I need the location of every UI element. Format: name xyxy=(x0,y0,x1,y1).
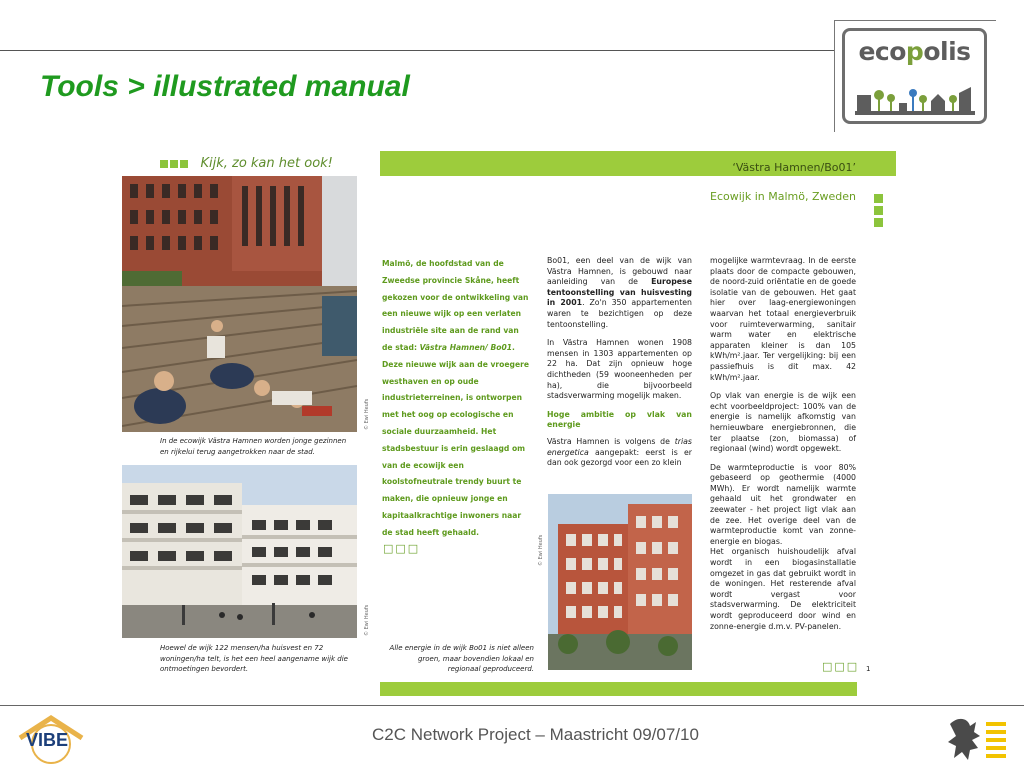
kicker xyxy=(160,155,333,173)
slide-title: Tools > illustrated manual xyxy=(40,70,410,103)
photo-credit-2: © Ewi Heufs xyxy=(364,604,370,636)
square-bullet-icon xyxy=(160,160,168,168)
paragraph: Västra Hamnen is volgens de trias energetica aangepakt: eerst is er dan ook gezorgd voor een zo klein xyxy=(547,436,692,468)
paragraph: Bo01, een deel van de wijk van Västra Hamnen, is gebouwd naar aanleiding van de Europese tentoonstelling van huisvesting in 2001. Zo'n 350 appartementen waren te bezichtigen op deze tentoonstelling. xyxy=(547,256,693,329)
paragraph: In Västra Hamnen wonen 1908 mensen in 1303 appartementen op 22 ha. Dat zijn opnieuw hoge dichtheden (59 wooneenheden per ha), die bijvoorbeeld stadsverwarming mogelijk maken. xyxy=(547,338,692,401)
vibe-logo xyxy=(16,714,86,764)
apartments-photo xyxy=(122,465,357,638)
bottom-rule xyxy=(0,705,1024,706)
photo-credit-1: © Ewi Heufs xyxy=(364,398,370,430)
ecopolis-logo xyxy=(842,28,987,124)
vibe-logo-text: VIBE xyxy=(26,730,69,750)
project-title: ‘Västra Hamnen/Bo01’ xyxy=(732,161,856,174)
city-skyline-icon xyxy=(855,81,975,117)
flemish-lion-icon xyxy=(944,714,1010,766)
top-rule xyxy=(0,50,835,51)
kicker-text: Kijk, zo kan het ook! xyxy=(200,156,333,172)
column-3 xyxy=(710,256,856,640)
column-2 xyxy=(547,256,692,477)
paragraph: Het organisch huishoudelijk afval wordt in een biogasinstallatie omgezet in gas dat gebruikt wordt in de woningen. Het resterende afval wordt vergast voor stadsverwarming. De elektriciteit wordt geproduceerd door wind en zonne-energie d.m.v. PV-panelen. xyxy=(710,547,856,631)
square-bullet-icon xyxy=(180,160,188,168)
square-bullet-icon xyxy=(170,160,178,168)
waterfront-photo xyxy=(122,176,357,432)
ecopolis-wordmark: ecopolis xyxy=(858,37,971,66)
paragraph: Op vlak van energie is de wijk een echt voorbeeldproject: 100% van de energie is namelijk afkomstig van hernieuwbare energiebronnen, die ter plaatse (zon, biomassa) of regionaal (wind) wordt opgewekt. xyxy=(710,391,856,454)
caption-apartments: Hoewel de wijk 122 mensen/ha huisvest en 72 woningen/ha telt, is het een heel aangename wijk die ontmoetingen bevordert. xyxy=(160,644,348,673)
caption-waterfront: In de ecowijk Västra Hamnen worden jonge gezinnen en rijkelui terug aangetrokken naar de stad. xyxy=(160,437,347,456)
photo-credit-3: © Ewi Heufs xyxy=(538,534,544,566)
page-number: 1 xyxy=(866,665,871,673)
lead-squares: □□□ xyxy=(383,542,421,555)
lead-paragraph: Malmö, de hoofdstad van de Zweedse provincie Skåne, heeft gekozen voor de ontwikkeling van een nieuwe wijk op een verlaten industriële site aan de rand van de stad: Västra Hamnen/ Bo01. Deze nieuwe wijk aan de vroegere westhaven en op oude industrieterreinen, is ontworpen met het oog op ecologische en sociale duurzaamheid. Het stadsbestuur is erin geslaagd om van de ecowijk een koolstofneutrale trendy buurt te maken, die opnieuw jonge en kapitaalkrachtige inwoners naar de stad heeft gehaald. xyxy=(382,259,530,537)
tower-photo xyxy=(548,494,692,670)
page-subtitle: Ecowijk in Malmö, Zweden xyxy=(710,190,856,203)
paragraph: mogelijke warmtevraag. In de eerste plaats door de compacte gebouwen, de noord-zuid oriëntatie en de goede isolatie van de gebouwen. Het gaat hier over laag-energiewoningen waarvan het totaal energieverbruik voor ruimteverwarming, sanitair warm water en elektrische apparaten kleiner is dan 105 kWh/m².jaar. Ter vergelijking: bij een passiefhuis is dit max. 42 kWh/m².jaar. xyxy=(710,256,856,382)
footer-band xyxy=(380,682,857,696)
footer-squares: □□□ xyxy=(822,660,860,673)
square-bullet-icon xyxy=(874,218,883,227)
caption-energy: Alle energie in de wijk Bo01 is niet alleen groen, maar bovendien lokaal en regionaal geproduceerd. xyxy=(389,644,534,673)
square-bullet-icon xyxy=(874,194,883,203)
section-heading: Hoge ambitie op vlak van energie xyxy=(547,409,692,430)
footer-text: C2C Network Project – Maastricht 09/07/10 xyxy=(372,725,699,744)
paragraph: De warmteproductie is voor 80% gebaseerd op geothermie (4000 MWh). Er wordt namelijk warmte gehaald uit het grondwater en zeewater - het project ligt vlak aan de zee. Het overige deel van de warmteproductie komt van zonne-energie en biogas. xyxy=(710,462,856,546)
square-bullet-icon xyxy=(874,206,883,215)
